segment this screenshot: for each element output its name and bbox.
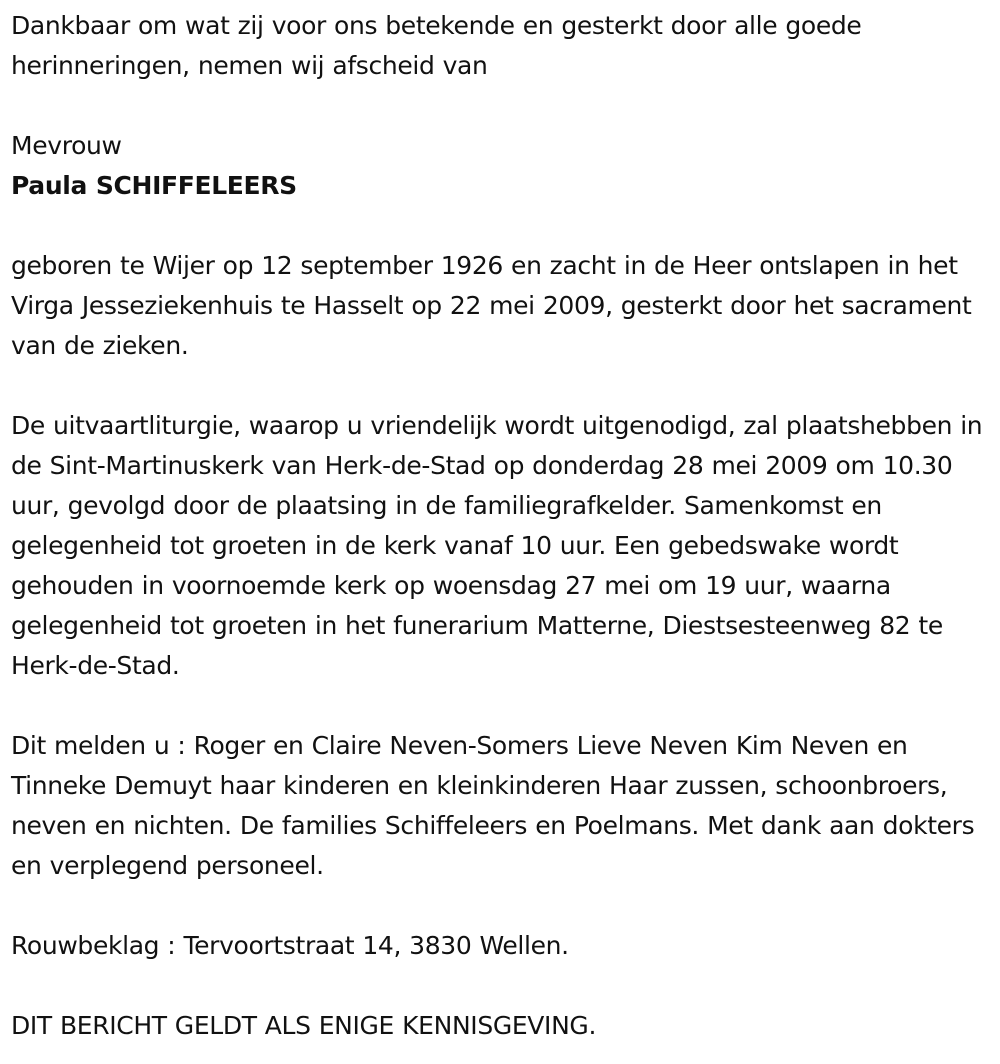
announcers-paragraph: Dit melden u : Roger en Claire Neven-Somers Lieve Neven Kim Neven en Tinneke Demuyt haar kinderen en kleinkinderen Haar zussen, schoonbroers, neven en nichten. De families Schiffeleers en Poelmans. Met dank aan dokters en verplegend personeel. (11, 731, 975, 880)
funeral-paragraph: De uitvaartliturgie, waarop u vriendelijk wordt uitgenodigd, zal plaatshebben in de Sint-Martinuskerk van Herk-de-Stad op donderdag 28 mei 2009 om 10.30 uur, gevolgd door de plaatsing in de familiegrafkelder. Samenkomst en gelegenheid tot groeten in de kerk vanaf 10 uur. Een gebedswake wordt gehouden in voornoemde kerk op woensdag 27 mei om 19 uur, waarna gelegenheid tot groeten in het funerarium Matterne, Diestsesteenweg 82 te Herk-de-Stad. (11, 411, 983, 680)
birth-death-paragraph: geboren te Wijer op 12 september 1926 en zacht in de Heer ontslapen in het Virga Jesseziekenhuis te Hasselt op 22 mei 2009, gesterkt door het sacrament van de zieken. (11, 251, 972, 360)
salutation: Mevrouw (11, 131, 122, 160)
condolence-address: Rouwbeklag : Tervoortstraat 14, 3830 Wellen. (11, 931, 569, 960)
deceased-name: Paula SCHIFFELEERS (11, 171, 297, 200)
closing-statement: DIT BERICHT GELDT ALS ENIGE KENNISGEVING. (11, 1011, 597, 1040)
obituary-notice (11, 6, 996, 1046)
intro-paragraph: Dankbaar om wat zij voor ons betekende en gesterkt door alle goede herinneringen, nemen wij afscheid van (11, 11, 862, 80)
